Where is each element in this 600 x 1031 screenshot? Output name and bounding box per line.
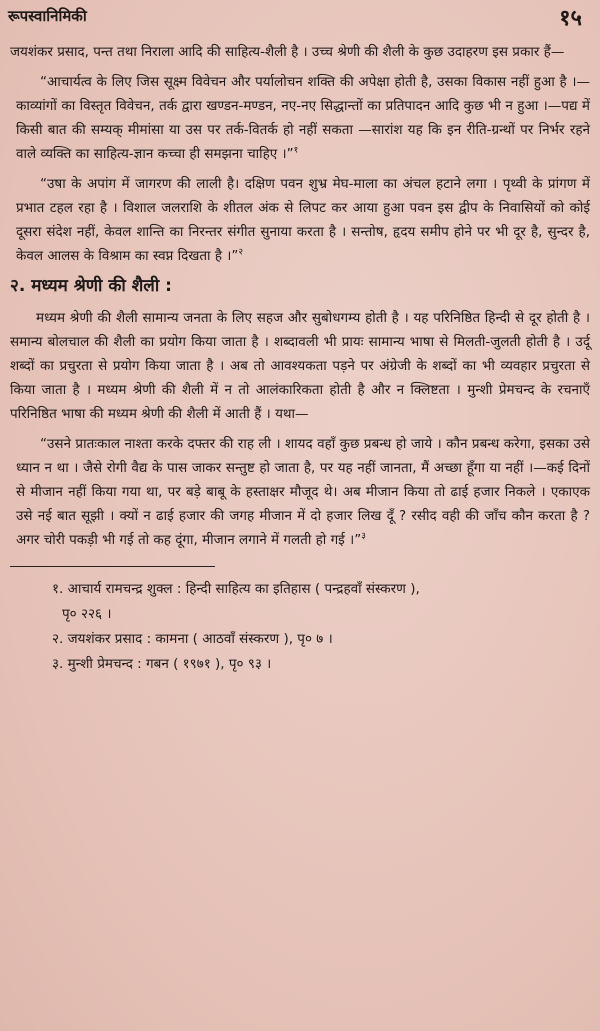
footnote-1-continuation: पृ० २२६ । <box>62 606 112 622</box>
footnote-2: २. जयशंकर प्रसाद : कामना ( आठवाँ संस्करण ), पृ० ७ । <box>52 631 333 647</box>
running-title: रूपस्वानिमिकी <box>8 7 87 25</box>
quote-paragraph-3 <box>16 432 590 552</box>
quote-3-text: “उसने प्रातःकाल नाश्ता करके दफ्तर की राह ली । शायद वहाँ कुछ प्रबन्ध हो जाये । कौन प्रबन्ध करेगा, इसका उसे ध्यान न था । जैसे रोगी वैद्य के पास जाकर सन्तुष्ट हो जाता है, पर यह नहीं जानता, मैं अच्छा हूँगा या नहीं ।—कई दिनों से मीजान नहीं किया गया था, पर बड़े बाबू के हस्ताक्षर मौजूद थे। अब मीजान किया तो ढाई हजार निकले । एकाएक उसे नई बात सूझी । क्यों न ढाई हजार की जगह मीजान में दो हजार लिख दूँ ? रसीद वही की जाँच कौन करता है ? अगर चोरी पकड़ी भी गई तो कह दूंगा, मीजान लगाने में गलती हो गई ।” <box>16 436 590 548</box>
quote-paragraph-1 <box>16 70 590 166</box>
page-body <box>10 40 590 1021</box>
page-number: १५ <box>559 6 582 31</box>
intro-paragraph: जयशंकर प्रसाद, पन्त तथा निराला आदि की साहित्य-शैली है । उच्च श्रेणी की शैली के कुछ उदाहरण इस प्रकार हैं— <box>10 44 565 60</box>
footnote-divider <box>10 566 215 567</box>
section-heading: २. मध्यम श्रेणी की शैली : <box>10 276 172 296</box>
footnotes <box>10 577 590 677</box>
middle-style-paragraph: मध्यम श्रेणी की शैली सामान्य जनता के लिए सहज और सुबोधगम्य होती है । यह परिनिष्ठित हिन्दी से दूर होती है । समान्य बोलचाल की शैली का प्रयोग किया जाता है । शब्दावली भी प्रायः सामान्य भाषा से मिलती-जुलती होती है । उर्दू शब्दों का प्रचुरता से प्रयोग किया जाता है । अब तो आवश्यकता पड़ने पर अंग्रेजी के शब्दों का भी व्यवहार प्रचुरता से किया जाता है । मध्यम श्रेणी की शैली में न तो आलंकारिकता होती है और न क्लिष्टता । मुन्शी प्रेमचन्द के रचनाएँ परिनिष्ठित भाषा की मध्यम श्रेणी की शैली में आती हैं । यथा— <box>10 310 590 422</box>
quote-2-text: “उषा के अपांग में जागरण की लाली है। दक्षिण पवन शुभ्र मेघ-माला का अंचल हटाने लगा । पृथ्वी के प्रांगण में प्रभात टहल रहा है । विशाल जलराशि के शीतल अंक से लिपट कर आया हुआ पवन इस द्वीप के निवासियों को कोई दूसरा संदेश नहीं, केवल शान्ति का निरन्तर संगीत सुनाया करता है । सन्तोष, हृदय समीप होने पर भी दूर है, सुन्दर है, केवल आलस के विश्राम का स्वप्न दिखता है ।” <box>16 176 590 264</box>
footnote-ref-3: ३ <box>361 531 366 542</box>
footnote-3: ३. मुन्शी प्रेमचन्द : गबन ( १९७१ ), पृ० ९३ । <box>52 656 272 672</box>
footnote-ref-2: २ <box>238 247 244 258</box>
quote-paragraph-2 <box>16 172 590 268</box>
footnote-ref-1: १ <box>293 145 299 156</box>
quote-1-text: “आचार्यत्व के लिए जिस सूक्ष्म विवेचन और पर्यालोचन शक्ति की अपेक्षा होती है, उसका विकास नहीं हुआ है ।—काव्यांगों का विस्तृत विवेचन, तर्क द्वारा खण्डन-मण्डन, नए-नए सिद्धान्तों का प्रतिपादन आदि कुछ भी न हुआ ।—पद्य में किसी बात की सम्यक् मीमांसा या उस पर तर्क-वितर्क हो नहीं सकता —सारांश यह कि इन रीति-ग्रन्थों पर निर्भर रहने वाले व्यक्ति का साहित्य-ज्ञान कच्चा ही समझना चाहिए ।” <box>16 74 590 162</box>
footnote-1: १. आचार्य रामचन्द्र शुक्ल : हिन्दी साहित्य का इतिहास ( पन्द्रहवाँ संस्करण ), <box>52 581 420 597</box>
